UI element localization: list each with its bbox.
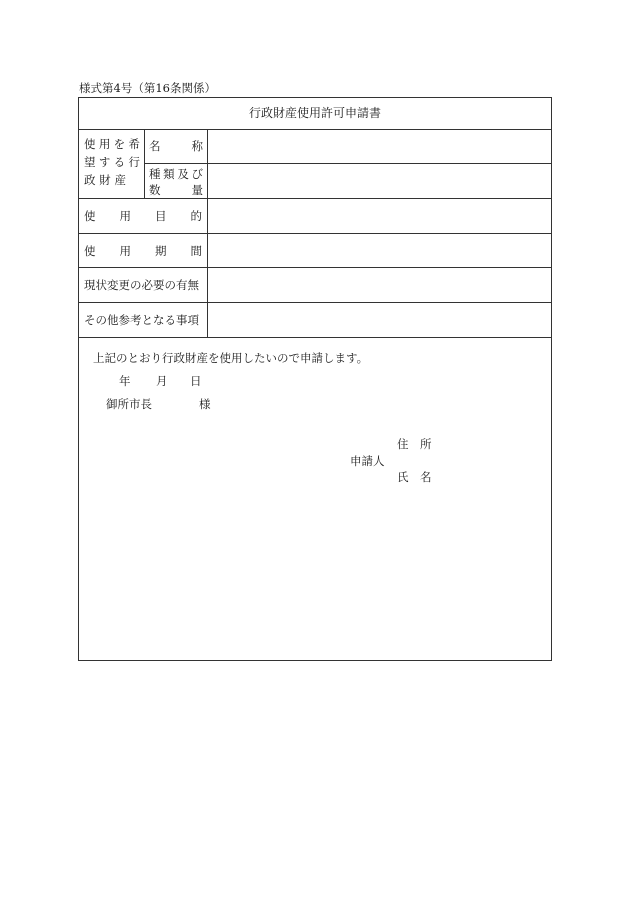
date-month: 月 — [156, 374, 168, 388]
statement-text: 上記のとおり行政財産を使用したいので申請します。 — [93, 351, 369, 365]
type-quantity-label: 種類及び 数 量 — [145, 164, 208, 199]
property-group-label: 使用を希 望する行 政財産 — [79, 129, 145, 198]
purpose-value-field[interactable] — [209, 199, 551, 233]
other-value-field[interactable] — [209, 303, 551, 337]
purpose-row — [79, 199, 551, 234]
applicant-name-label: 氏 名 — [397, 470, 432, 484]
addressee-honorific: 様 — [199, 397, 211, 411]
name-value-field[interactable] — [209, 129, 551, 162]
period-label: 使用期間 — [79, 234, 208, 267]
other-row — [79, 303, 551, 338]
change-row — [79, 268, 551, 303]
date-year: 年 — [119, 374, 131, 388]
date-day: 日 — [190, 374, 202, 388]
change-label: 現状変更の必要の有無 — [79, 268, 208, 302]
other-label: その他参考となる事項 — [79, 303, 208, 337]
change-value-field[interactable] — [209, 268, 551, 302]
form-title: 行政財産使用許可申請書 — [79, 98, 551, 130]
applicant-label: 申請人 — [350, 454, 385, 468]
period-value-field[interactable] — [209, 234, 551, 267]
application-form — [78, 97, 552, 661]
purpose-label: 使用目的 — [79, 199, 208, 233]
addressee-name: 御所市長 — [106, 397, 152, 411]
applicant-address-label: 住 所 — [397, 437, 432, 451]
period-row — [79, 234, 551, 268]
name-label: 名 称 — [145, 129, 208, 163]
form-number-label: 様式第4号（第16条関係） — [79, 81, 216, 95]
type-quantity-value-field[interactable] — [209, 164, 551, 198]
property-group-row — [79, 129, 551, 199]
